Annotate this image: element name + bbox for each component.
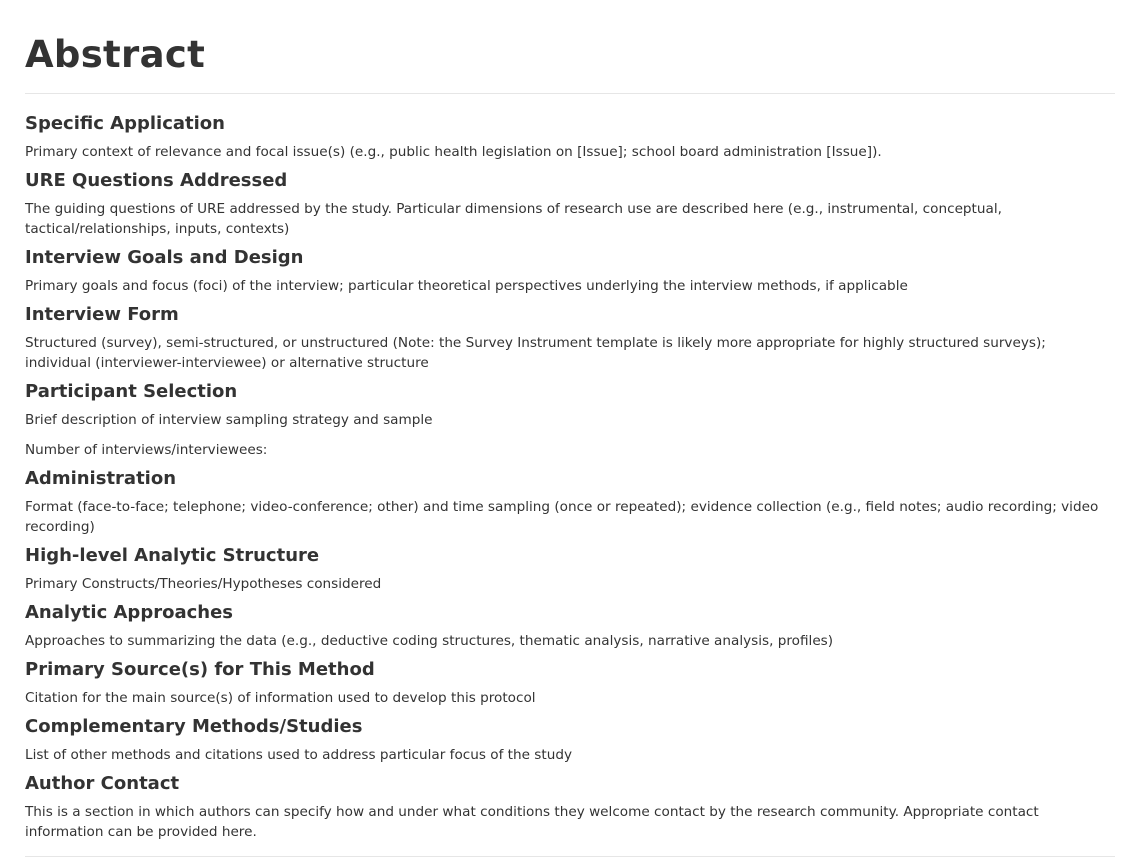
section-participant-selection — [25, 381, 1115, 460]
section-heading: Specific Application — [25, 113, 225, 134]
section-body: Structured (survey), semi-structured, or unstructured (Note: the Survey Instrument template is likely more appropriate for highly structured surveys); individual (interviewer-interviewee) or alternative structure — [25, 335, 1046, 371]
section-body: Format (face-to-face; telephone; video-conference; other) and time sampling (once or repeated); evidence collection (e.g., field notes; audio recording; video recording) — [25, 499, 1099, 535]
section-body: Brief description of interview sampling strategy and sample — [25, 412, 433, 428]
page-title: Abstract — [25, 33, 206, 76]
section-heading: Interview Goals and Design — [25, 247, 304, 268]
section-analytic-structure — [25, 545, 1115, 594]
sections-list — [25, 94, 1115, 842]
section-heading: Complementary Methods/Studies — [25, 716, 363, 737]
section-heading: Author Contact — [25, 773, 180, 794]
section-interview-form — [25, 304, 1115, 373]
bottom-divider — [25, 856, 1115, 857]
section-specific-application — [25, 113, 1115, 162]
section-heading: Administration — [25, 468, 177, 489]
section-author-contact — [25, 773, 1115, 842]
section-heading: Participant Selection — [25, 381, 238, 402]
section-ure-questions — [25, 170, 1115, 239]
section-complementary-methods — [25, 716, 1115, 765]
section-analytic-approaches — [25, 602, 1115, 651]
section-body: Citation for the main source(s) of information used to develop this protocol — [25, 690, 536, 706]
section-interview-goals — [25, 247, 1115, 296]
section-administration — [25, 468, 1115, 537]
section-body: List of other methods and citations used to address particular focus of the study — [25, 747, 573, 763]
section-body: The guiding questions of URE addressed by the study. Particular dimensions of research use are described here (e.g., instrumental, conceptual, tactical/relationships, inputs, contexts) — [25, 201, 1002, 237]
section-body: This is a section in which authors can specify how and under what conditions they welcome contact by the research community. Appropriate contact information can be provided here. — [25, 804, 1039, 840]
section-heading: URE Questions Addressed — [25, 170, 288, 191]
section-body: Approaches to summarizing the data (e.g., deductive coding structures, thematic analysis, narrative analysis, profiles) — [25, 633, 834, 649]
section-primary-sources — [25, 659, 1115, 708]
section-heading: Analytic Approaches — [25, 602, 234, 623]
section-extra: Number of interviews/interviewees: — [25, 442, 268, 458]
section-heading: Interview Form — [25, 304, 179, 325]
section-heading: High-level Analytic Structure — [25, 545, 320, 566]
section-body: Primary goals and focus (foci) of the interview; particular theoretical perspectives underlying the interview methods, if applicable — [25, 278, 908, 294]
section-body: Primary context of relevance and focal issue(s) (e.g., public health legislation on [Issue]; school board administration [Issue]). — [25, 144, 882, 160]
section-heading: Primary Source(s) for This Method — [25, 659, 375, 680]
section-body: Primary Constructs/Theories/Hypotheses considered — [25, 576, 382, 592]
